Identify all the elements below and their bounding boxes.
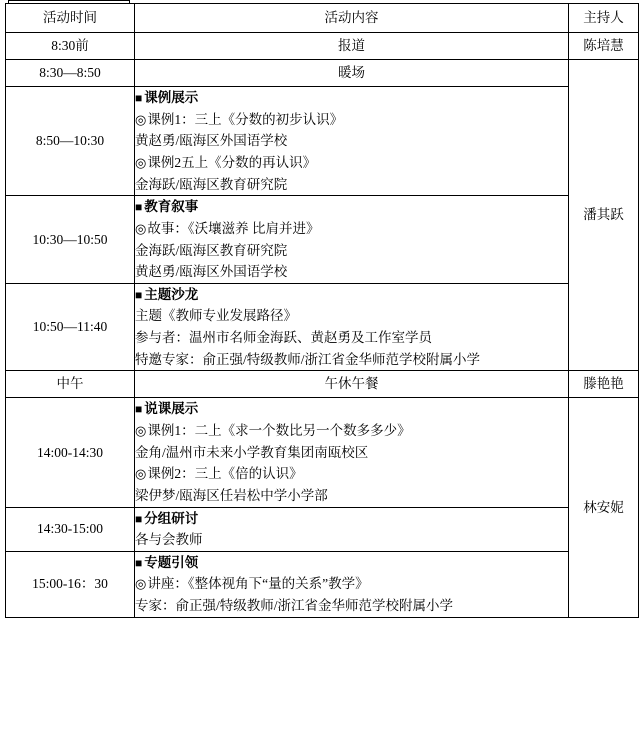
content-line: ◎ 故事：《沃壤滋养 比肩并进》: [135, 218, 568, 240]
row-content: [135, 87, 569, 196]
content-line: 黄赵勇/瓯海区外国语学校: [135, 264, 288, 280]
row-time: 14:00-14:30: [6, 398, 135, 507]
content-line: 参与者：温州市名师金海跃、黄赵勇及工作室学员: [135, 330, 432, 346]
content-line: 黄赵勇/瓯海区外国语学校: [135, 133, 288, 149]
row-time: 8:50—10:30: [6, 87, 135, 196]
table-row: [6, 60, 639, 87]
content-line: ■ 说课展示: [135, 398, 568, 420]
row-time: 10:30—10:50: [6, 196, 135, 284]
row-host: 陈培慧: [569, 33, 639, 60]
content-line: ◎ 讲座：《整体视角下“量的关系”教学》: [135, 573, 568, 595]
content-line: 特邀专家：俞正强/特级教师/浙江省金华师范学校附属小学: [135, 351, 481, 367]
content-line: ■ 专题引领: [135, 552, 568, 574]
schedule-table: [5, 3, 639, 618]
content-line: ◎ 课例1：二上《求一个数比另一个数多多少》: [135, 420, 568, 442]
row-time: 8:30前: [6, 33, 135, 60]
content-line: ◎ 课例2：三上《倍的认识》: [135, 463, 568, 485]
table-row: [6, 196, 639, 284]
row-content: 暖场: [135, 60, 569, 87]
row-content: [135, 507, 569, 551]
content-line: ■ 主题沙龙: [135, 284, 568, 306]
row-host-afternoon: 林安妮: [569, 398, 639, 617]
content-line: ◎ 课例2五上《分数的再认识》: [135, 152, 568, 174]
table-row: [6, 551, 639, 617]
content-line: 梁伊梦/瓯海区任岩松中学小学部: [135, 487, 328, 503]
header-host: 主持人: [569, 4, 639, 33]
row-time: 中午: [6, 371, 135, 398]
content-line: 金海跃/瓯海区教育研究院: [135, 242, 288, 258]
table-row: [6, 33, 639, 60]
content-line: ■ 分组研讨: [135, 508, 568, 530]
table-row: [6, 507, 639, 551]
row-content: [135, 398, 569, 507]
row-time: 14:30-15:00: [6, 507, 135, 551]
content-line: 金角/温州市未来小学教育集团南瓯校区: [135, 444, 369, 460]
row-content: [135, 196, 569, 284]
row-time: 15:00-16：30: [6, 551, 135, 617]
row-host: 滕艳艳: [569, 371, 639, 398]
table-row: [6, 283, 639, 370]
row-content: [135, 551, 569, 617]
row-time: 10:50—11:40: [6, 283, 135, 370]
table-row: [6, 87, 639, 196]
header-content: 活动内容: [135, 4, 569, 33]
row-content: 午休午餐: [135, 371, 569, 398]
header-time: 活动时间: [6, 4, 135, 33]
content-line: ◎ 课例1：三上《分数的初步认识》: [135, 109, 568, 131]
table-header-row: [6, 4, 639, 33]
table-row: [6, 398, 639, 507]
content-line: ■ 课例展示: [135, 87, 568, 109]
row-host-morning: 潘其跃: [569, 60, 639, 371]
content-line: 主题《教师专业发展路径》: [135, 308, 297, 324]
content-line: ■ 教育叙事: [135, 196, 568, 218]
content-line: 金海跃/瓯海区教育研究院: [135, 176, 288, 192]
row-time: 8:30—8:50: [6, 60, 135, 87]
table-top-stub: [8, 0, 130, 4]
row-content: [135, 283, 569, 370]
content-line: 各与会教师: [135, 532, 203, 548]
row-content: 报道: [135, 33, 569, 60]
table-row: [6, 371, 639, 398]
content-line: 专家：俞正强/特级教师/浙江省金华师范学校附属小学: [135, 598, 454, 614]
